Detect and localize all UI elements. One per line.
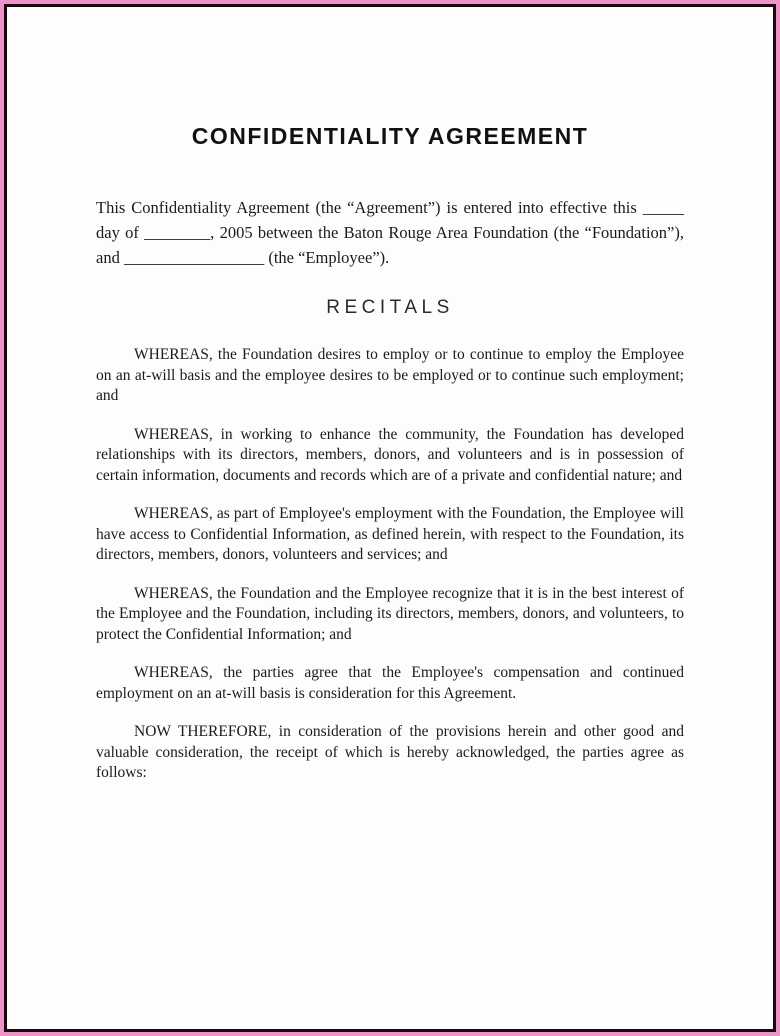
now-therefore-paragraph: NOW THEREFORE, in consideration of the provisions herein and other good and valuable consideration, the receipt of which is hereby acknowledged, the parties agree as follows: — [96, 723, 684, 781]
recitals-section — [96, 345, 684, 784]
document-page — [4, 4, 776, 1032]
recital-paragraph: WHEREAS, the Foundation and the Employee recognize that it is in the best interest of the Employee and the Foundation, including its directors, members, donors, and volunteers, to protect the Confidential Information; and — [96, 584, 684, 643]
recital-paragraph: WHEREAS, in working to enhance the community, the Foundation has developed relationships with its directors, members, donors, and volunteers and is in possession of certain information, documents and records which are of a private and confidential nature; and — [96, 425, 684, 484]
document-content — [7, 123, 773, 784]
intro-paragraph: This Confidentiality Agreement (the “Agreement”) is entered into effective this _____ day of ________, 2005 between the Baton Rouge Area Foundation (the “Foundation”), and _________________ (the “Employee”). — [96, 198, 684, 267]
recital-paragraph: WHEREAS, the parties agree that the Employee's compensation and continued employment on an at-will basis is consideration for this Agreement. — [96, 664, 684, 702]
page-title: CONFIDENTIALITY AGREEMENT — [191, 123, 589, 149]
recital-paragraph: WHEREAS, the Foundation desires to employ or to continue to employ the Employee on an at-will basis and the employee desires to be employed or to continue such employment; and — [96, 346, 684, 404]
recitals-heading: RECITALS — [326, 297, 454, 318]
recital-paragraph: WHEREAS, as part of Employee's employment with the Foundation, the Employee will have access to Confidential Information, as defined herein, with respect to the Foundation, its directors, members, donors, volunteers and services; and — [96, 505, 684, 563]
